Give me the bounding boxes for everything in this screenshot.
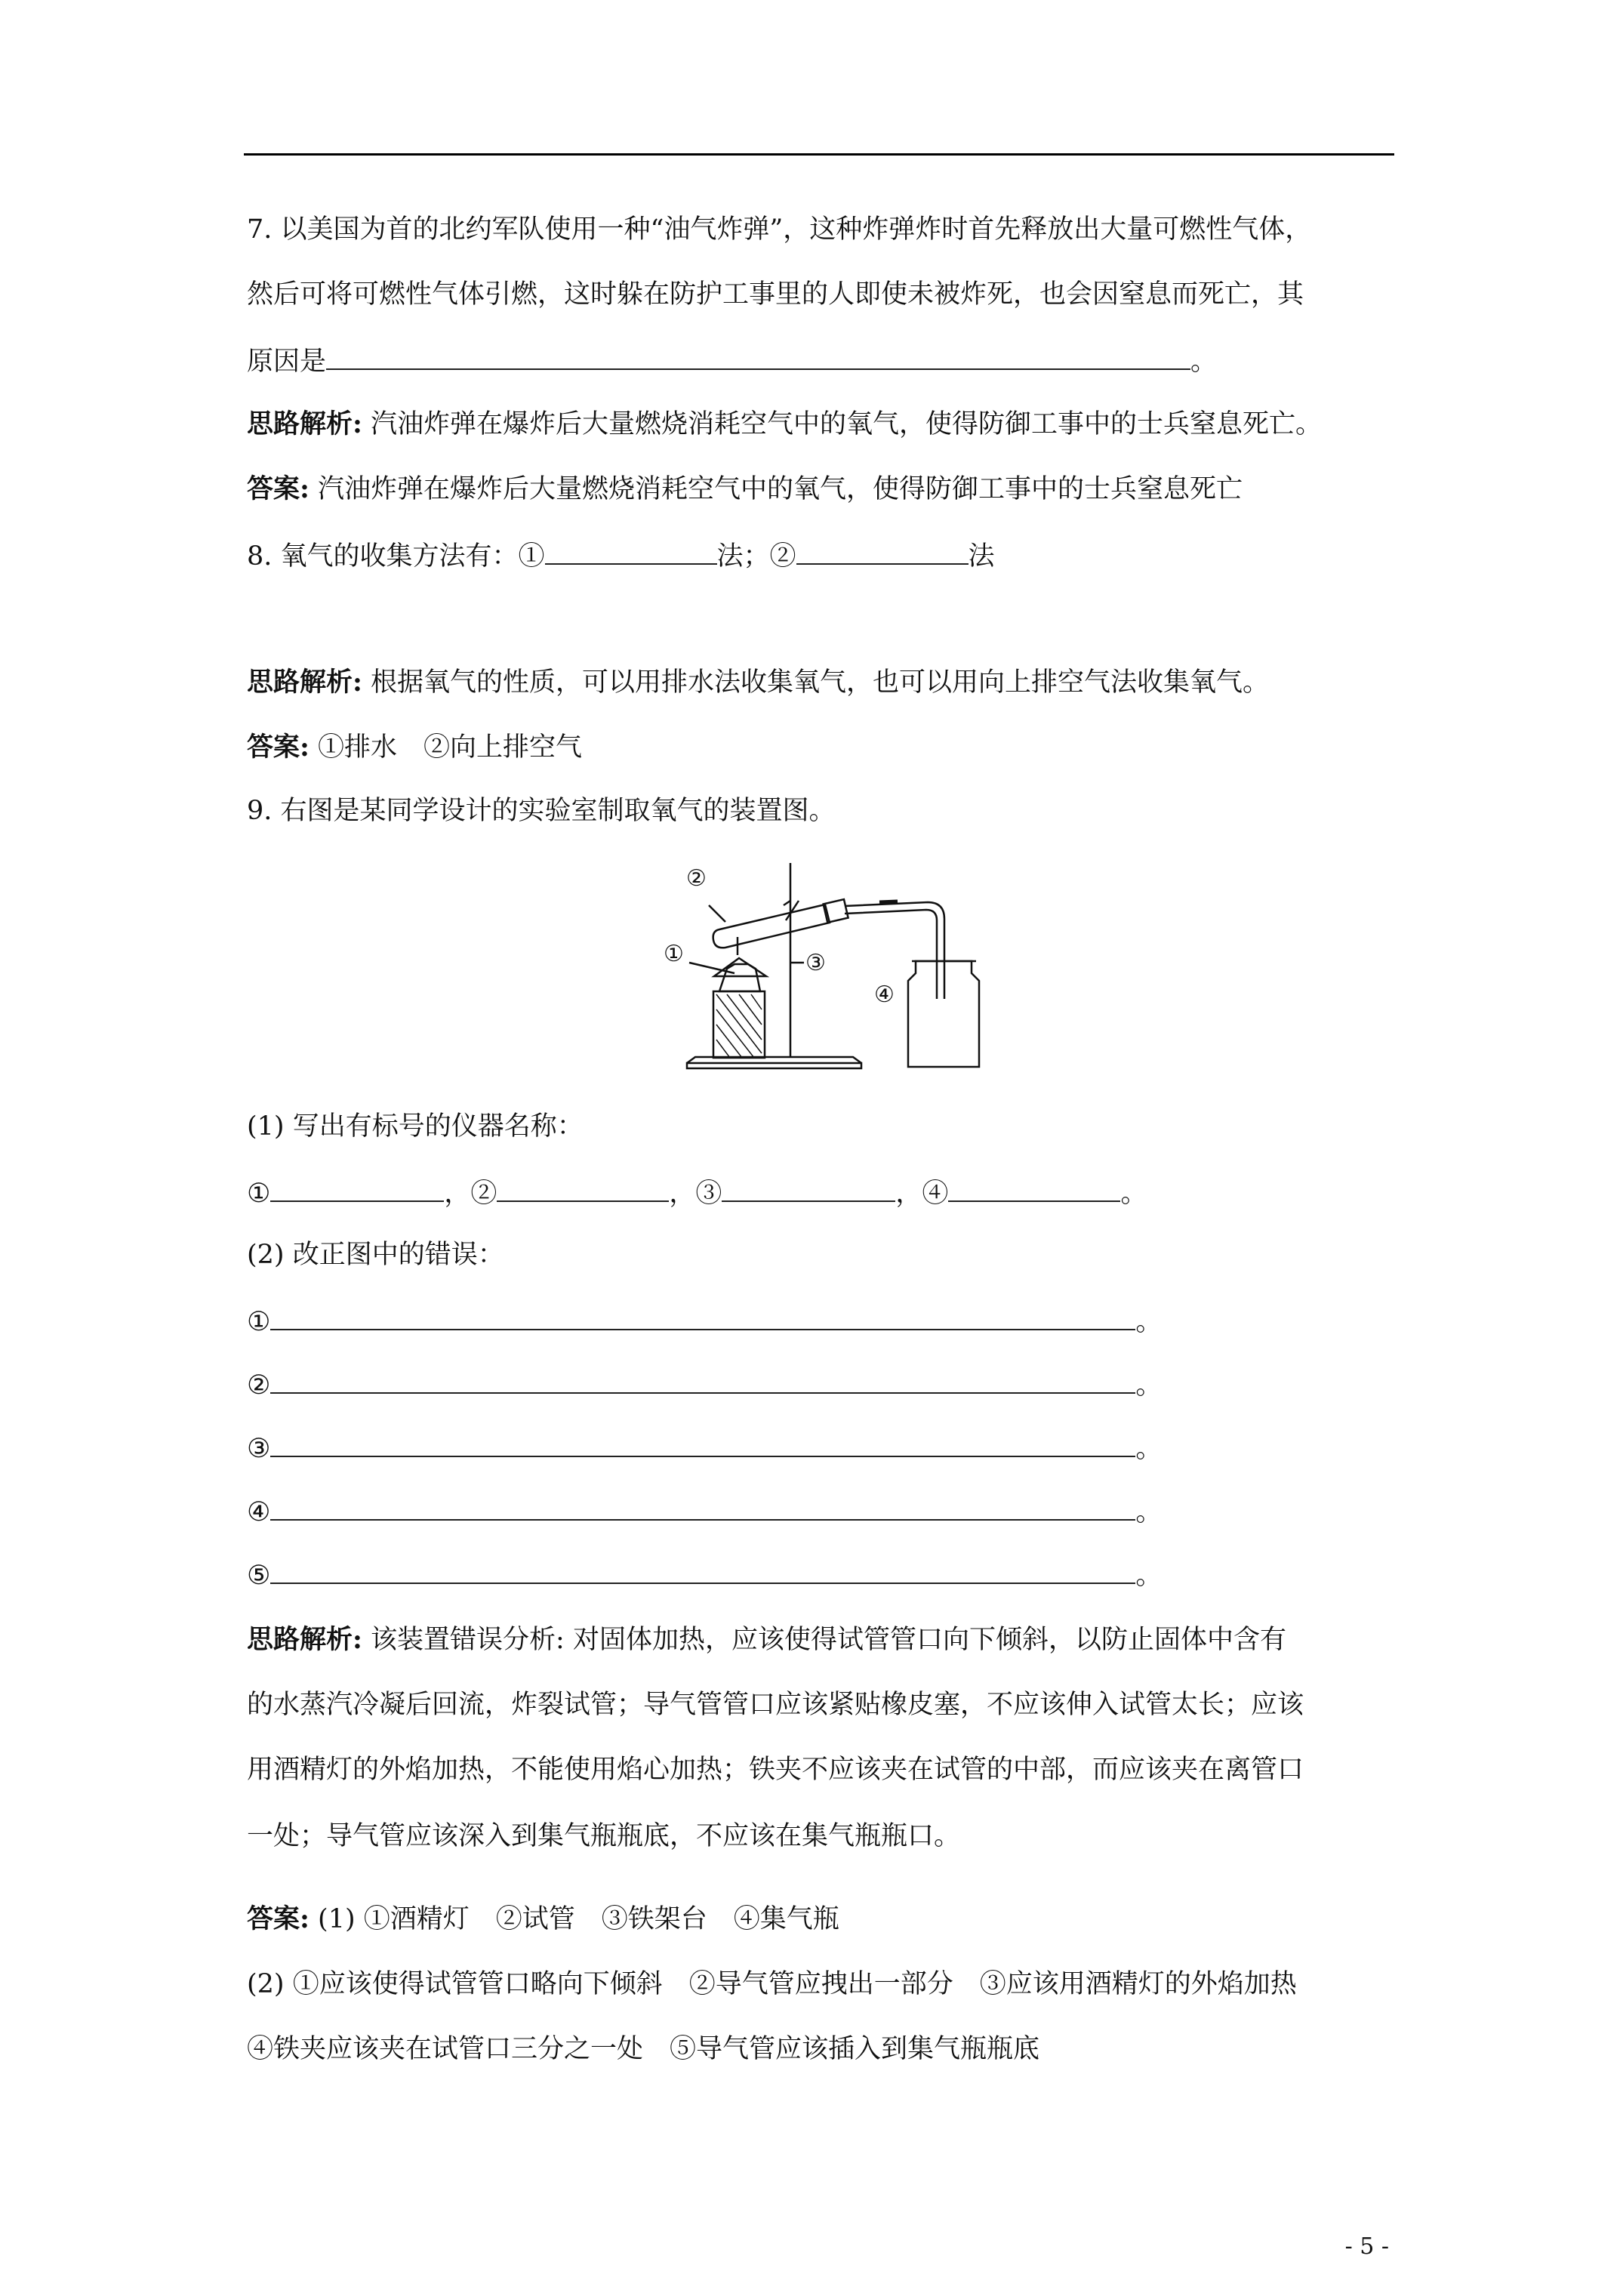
q9-correction-3 bbox=[247, 1430, 1162, 1465]
end-mark: 。 bbox=[1135, 1561, 1163, 1591]
analysis-text: 该装置错误分析: 对固体加热，应该使得试管管口向下倾斜，以防止固体中含有 bbox=[362, 1625, 1286, 1655]
q9-answer-line-3: ④铁夹应该夹在试管口三分之一处 ⑤导气管应该插入到集气瓶瓶底 bbox=[247, 2034, 1040, 2064]
q7-end: 。 bbox=[1190, 347, 1218, 377]
q7-prefix: 原因是 bbox=[247, 347, 327, 377]
stand-base bbox=[687, 1063, 861, 1068]
lab-apparatus-figure bbox=[644, 855, 999, 1082]
q9-correction-2 bbox=[247, 1367, 1162, 1402]
mark-4: ，④ bbox=[895, 1179, 949, 1209]
end-mark: 。 bbox=[1135, 1497, 1163, 1527]
answer-label: 答案: bbox=[247, 473, 310, 504]
q7-answer-blank[interactable] bbox=[326, 343, 1190, 370]
q7-analysis bbox=[247, 408, 1322, 441]
header-rule bbox=[244, 153, 1394, 156]
label-1: ① bbox=[664, 941, 684, 967]
answer-text: (1) ①酒精灯 ②试管 ③铁架台 ④集气瓶 bbox=[309, 1904, 839, 1934]
blank-instrument-4[interactable] bbox=[948, 1175, 1120, 1202]
q9-answer-line-2: (2) ①应该使得试管管口略向下倾斜 ②导气管应拽出一部分 ③应该用酒精灯的外焰加热 bbox=[247, 1969, 1297, 1999]
q9-analysis-line-2: 的水蒸汽冷凝后回流，炸裂试管；导气管管口应该紧贴橡皮塞，不应该伸入试管太长；应该 bbox=[247, 1690, 1304, 1720]
q7-line-3 bbox=[247, 343, 1217, 378]
blank-instrument-1[interactable] bbox=[270, 1175, 444, 1202]
item-mark: ① bbox=[247, 1307, 271, 1337]
end-mark: 。 bbox=[1135, 1307, 1163, 1337]
q7-line-2: 然后可将可燃性气体引燃，这时躲在防护工事里的人即使未被炸死，也会因窒息而死亡，其 bbox=[247, 279, 1304, 310]
analysis-text: 根据氧气的性质，可以用排水法收集氧气，也可以用向上排空气法收集氧气。 bbox=[362, 667, 1270, 698]
test-tube bbox=[713, 905, 830, 948]
end-mark: 。 bbox=[1135, 1370, 1163, 1401]
mark-2: ，② bbox=[444, 1179, 497, 1209]
q9-part2: (2) 改正图中的错误： bbox=[247, 1240, 504, 1270]
correction-blank-4[interactable] bbox=[270, 1493, 1135, 1521]
answer-text: 汽油炸弹在爆炸后大量燃烧消耗空气中的氧气，使得防御工事中的士兵窒息死亡 bbox=[309, 474, 1243, 504]
q9-analysis-line-1 bbox=[247, 1623, 1286, 1657]
q8-line-1 bbox=[247, 538, 995, 573]
answer-label: 答案: bbox=[247, 732, 310, 763]
correction-blank-2[interactable] bbox=[270, 1367, 1135, 1394]
item-mark: ⑤ bbox=[247, 1561, 271, 1591]
mark-end: 。 bbox=[1120, 1179, 1147, 1209]
q9-correction-5 bbox=[247, 1557, 1162, 1592]
q9-part1: (1) 写出有标号的仪器名称： bbox=[247, 1111, 584, 1142]
blank-instrument-2[interactable] bbox=[497, 1175, 669, 1202]
blank-instrument-3[interactable] bbox=[722, 1175, 895, 1202]
q9-part1-blanks bbox=[247, 1175, 1147, 1210]
label-2: ② bbox=[686, 865, 707, 892]
q9-analysis-line-4: 一处；导气管应该深入到集气瓶瓶底，不应该在集气瓶瓶口。 bbox=[247, 1821, 961, 1851]
mark-1: ① bbox=[247, 1179, 271, 1209]
q9-answer-line-1 bbox=[247, 1903, 839, 1936]
q8-answer bbox=[247, 731, 582, 764]
analysis-text: 汽油炸弹在爆炸后大量燃烧消耗空气中的氧气，使得防御工事中的士兵窒息死亡。 bbox=[362, 409, 1323, 439]
correction-blank-1[interactable] bbox=[270, 1303, 1135, 1330]
label-3: ③ bbox=[805, 950, 826, 976]
q7-line-1: 7. 以美国为首的北约军队使用一种“油气炸弹”，这种炸弹炸时首先释放出大量可燃性气体， bbox=[247, 214, 1312, 245]
q9-correction-4 bbox=[247, 1493, 1162, 1529]
analysis-label: 思路解析: bbox=[247, 408, 362, 439]
q8-blank-1[interactable] bbox=[545, 538, 717, 565]
delivery-tube bbox=[845, 902, 944, 999]
q7-answer bbox=[247, 473, 1243, 506]
label-4: ④ bbox=[874, 982, 895, 1008]
q9-correction-1 bbox=[247, 1303, 1162, 1339]
answer-label: 答案: bbox=[247, 1903, 310, 1934]
analysis-label: 思路解析: bbox=[247, 667, 362, 698]
q9-analysis-line-3: 用酒精灯的外焰加热，不能使用焰心加热；铁夹不应该夹在试管的中部，而应该夹在离管口 bbox=[247, 1755, 1304, 1785]
answer-text: ①排水 ②向上排空气 bbox=[309, 732, 583, 763]
end-mark: 。 bbox=[1135, 1434, 1163, 1464]
item-mark: ③ bbox=[247, 1434, 271, 1464]
mark-3: ，③ bbox=[669, 1179, 722, 1209]
page-number: - 5 - bbox=[1344, 2233, 1389, 2260]
item-mark: ② bbox=[247, 1370, 271, 1401]
q8-analysis bbox=[247, 666, 1269, 699]
q8-text-b: 法；② bbox=[716, 541, 796, 572]
q8-text-c: 法 bbox=[968, 541, 995, 572]
analysis-label: 思路解析: bbox=[247, 1624, 362, 1655]
correction-blank-3[interactable] bbox=[270, 1430, 1135, 1457]
item-mark: ④ bbox=[247, 1497, 271, 1527]
q8-text-a: 8. 氧气的收集方法有：① bbox=[247, 541, 545, 572]
q9-intro: 9. 右图是某同学设计的实验室制取氧气的装置图。 bbox=[247, 796, 836, 826]
q8-blank-2[interactable] bbox=[796, 538, 969, 565]
correction-blank-5[interactable] bbox=[270, 1557, 1135, 1584]
